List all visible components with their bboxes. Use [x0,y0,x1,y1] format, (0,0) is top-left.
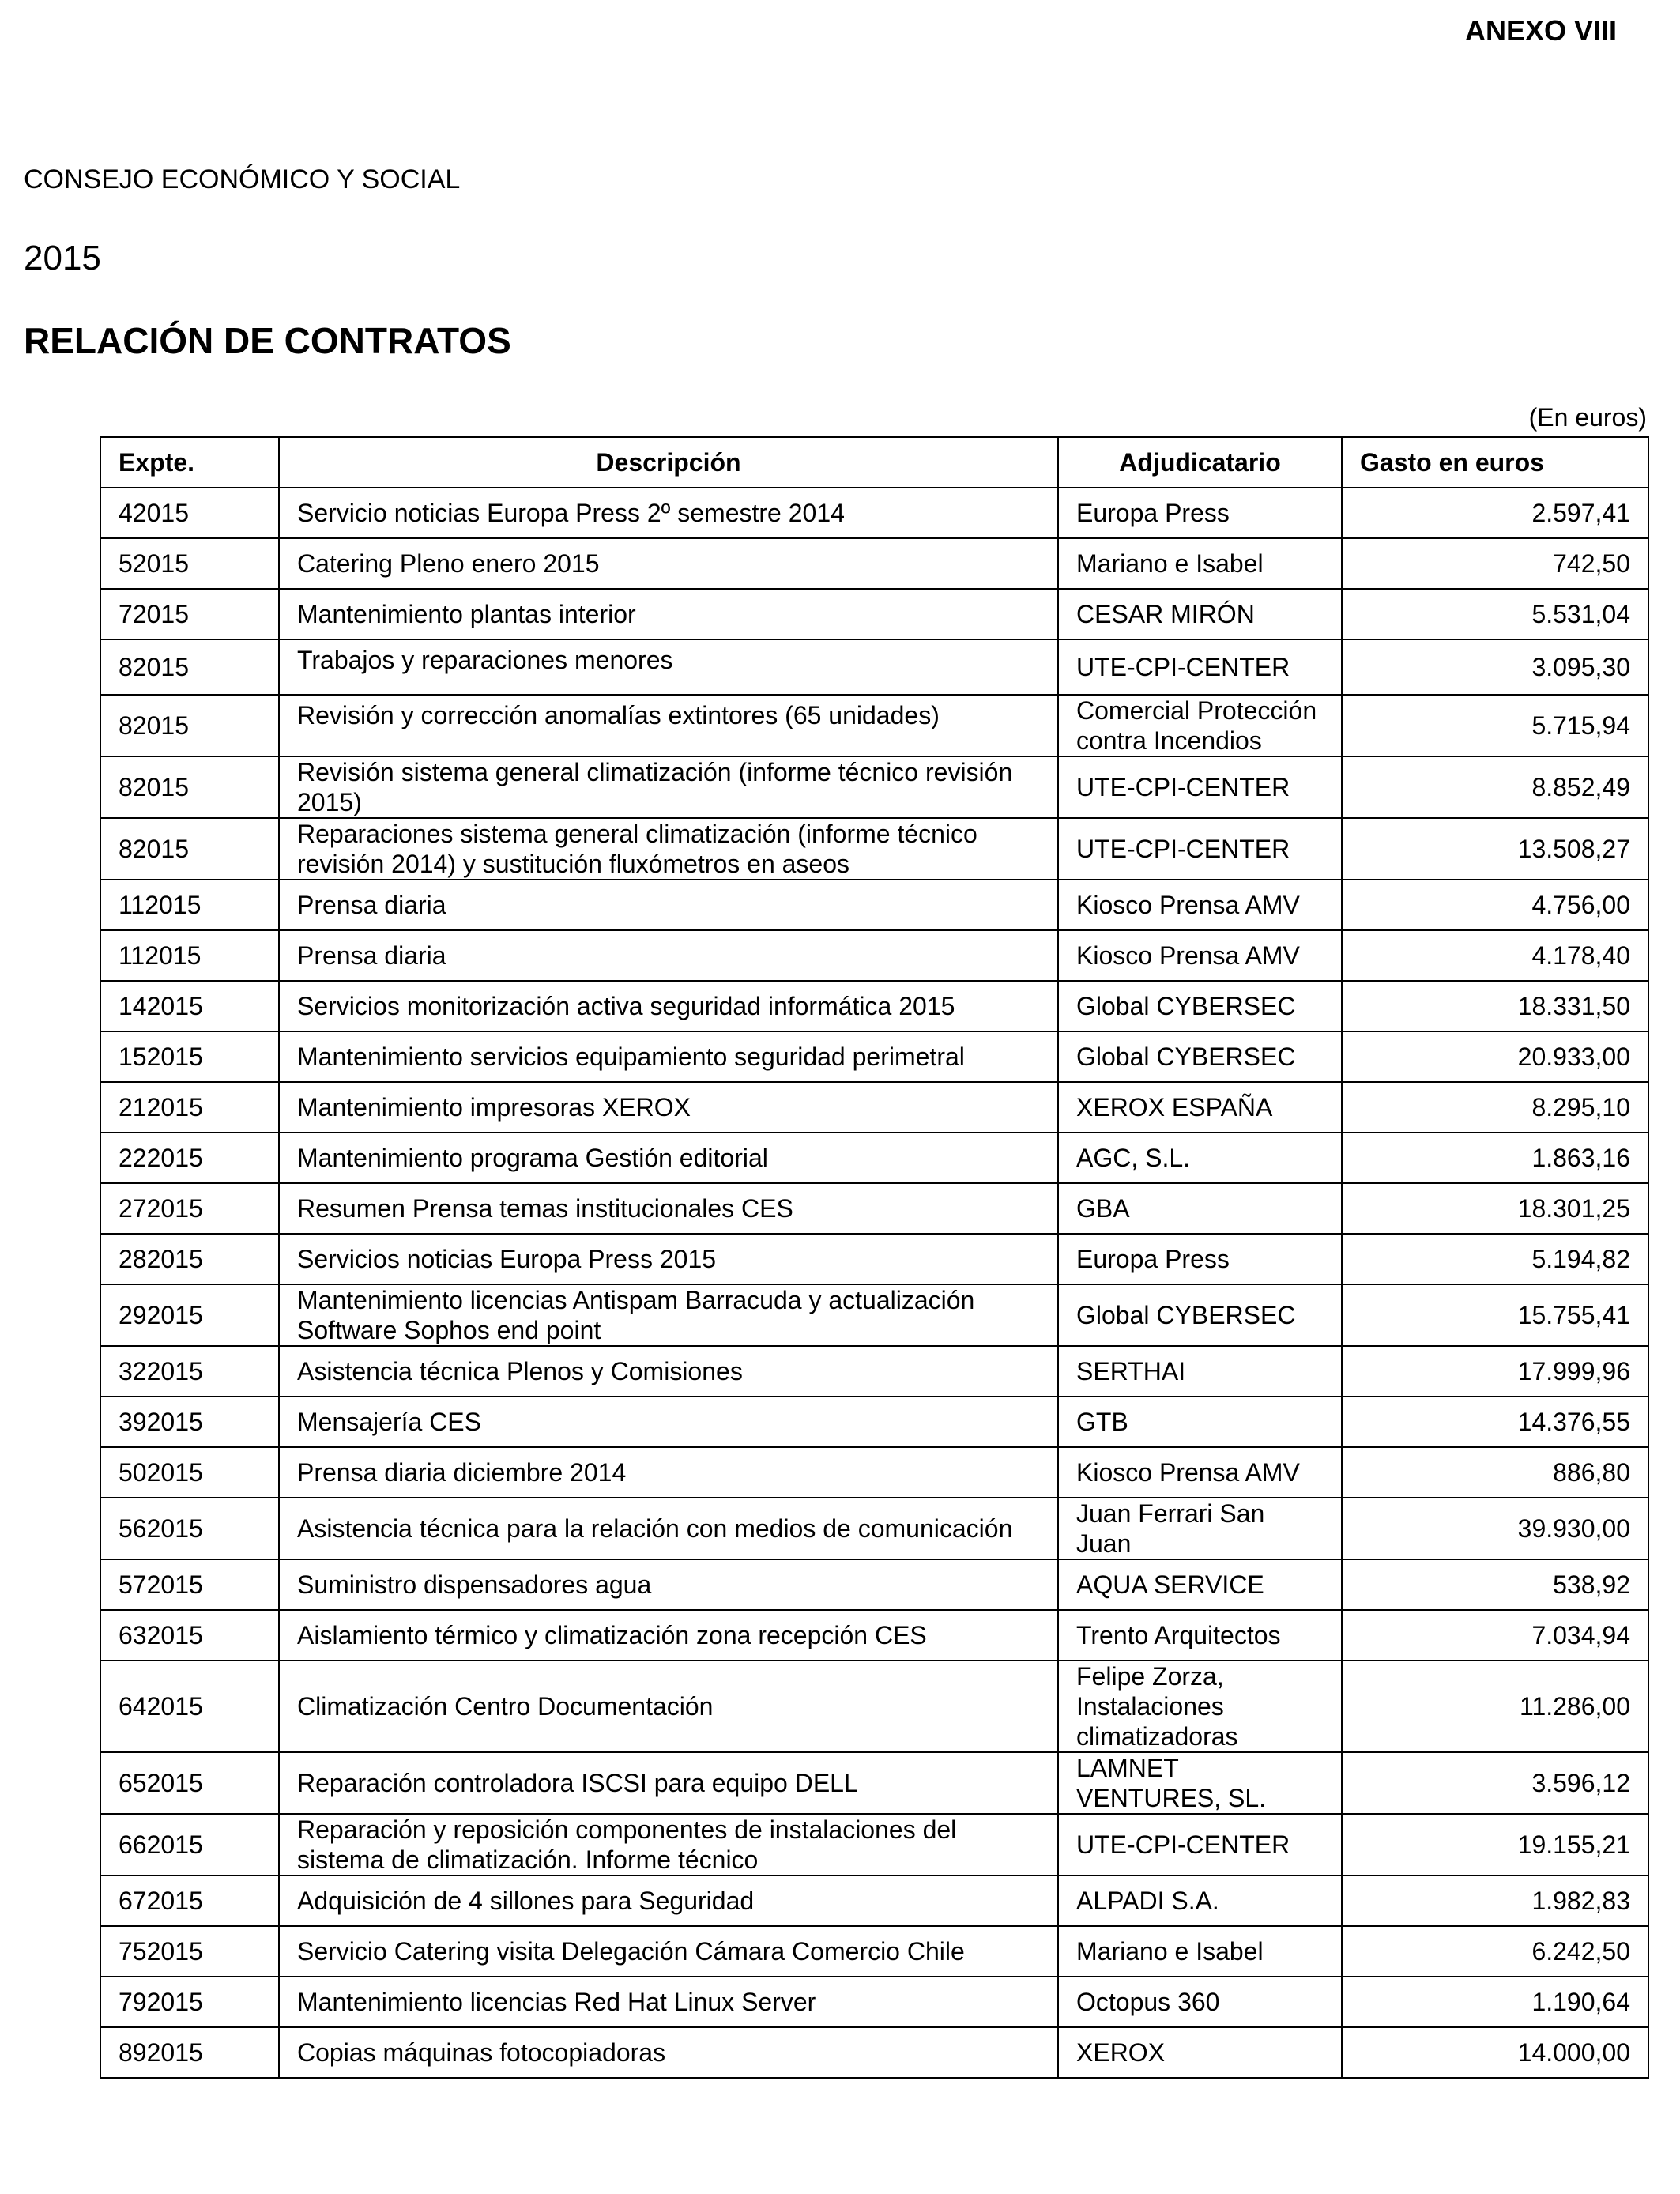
cell-adjudicatario: Trento Arquitectos [1058,1610,1342,1661]
document-title: RELACIÓN DE CONTRATOS [24,320,511,361]
cell-descripcion: Trabajos y reparaciones menores [279,639,1058,695]
table-row [100,538,1648,589]
cell-adjudicatario: Europa Press [1058,1234,1342,1284]
cell-descripcion: Prensa diaria [279,880,1058,930]
cell-adjudicatario: UTE-CPI-CENTER [1058,639,1342,695]
cell-expediente: 82015 [100,818,279,880]
table-row [100,1661,1648,1752]
cell-descripcion: Mantenimiento plantas interior [279,589,1058,639]
column-header-adjudicatario: Adjudicatario [1058,437,1342,488]
column-header-expediente: Expte. [100,437,279,488]
table-row [100,695,1648,756]
table-row [100,1133,1648,1183]
cell-gasto: 3.596,12 [1342,1752,1648,1814]
table-row [100,1610,1648,1661]
cell-adjudicatario: Kiosco Prensa AMV [1058,1447,1342,1498]
table-row [100,880,1648,930]
cell-gasto: 742,50 [1342,538,1648,589]
cell-expediente: 222015 [100,1133,279,1183]
cell-descripcion: Mensajería CES [279,1397,1058,1447]
cell-descripcion: Servicio Catering visita Delegación Cámara Comercio Chile [279,1926,1058,1977]
cell-descripcion: Revisión y corrección anomalías extintores (65 unidades) [279,695,1058,756]
table-row [100,1875,1648,1926]
cell-gasto: 8.852,49 [1342,756,1648,818]
cell-adjudicatario: AQUA SERVICE [1058,1559,1342,1610]
cell-adjudicatario: Felipe Zorza, Instalaciones climatizadoras [1058,1661,1342,1752]
cell-expediente: 572015 [100,1559,279,1610]
cell-expediente: 662015 [100,1814,279,1875]
table-row [100,1814,1648,1875]
cell-descripcion: Mantenimiento programa Gestión editorial [279,1133,1058,1183]
cell-expediente: 752015 [100,1926,279,1977]
cell-descripcion: Mantenimiento licencias Red Hat Linux Server [279,1977,1058,2027]
cell-descripcion: Prensa diaria diciembre 2014 [279,1447,1058,1498]
cell-gasto: 538,92 [1342,1559,1648,1610]
cell-expediente: 52015 [100,538,279,589]
cell-expediente: 322015 [100,1346,279,1397]
cell-gasto: 7.034,94 [1342,1610,1648,1661]
cell-gasto: 1.863,16 [1342,1133,1648,1183]
cell-adjudicatario: UTE-CPI-CENTER [1058,1814,1342,1875]
cell-adjudicatario: UTE-CPI-CENTER [1058,756,1342,818]
cell-expediente: 42015 [100,488,279,538]
cell-gasto: 6.242,50 [1342,1926,1648,1977]
cell-expediente: 292015 [100,1284,279,1346]
table-row [100,639,1648,695]
column-header-gasto: Gasto en euros [1342,437,1648,488]
cell-adjudicatario: Mariano e Isabel [1058,538,1342,589]
cell-expediente: 502015 [100,1447,279,1498]
table-row [100,1447,1648,1498]
cell-expediente: 112015 [100,880,279,930]
cell-adjudicatario: CESAR MIRÓN [1058,589,1342,639]
cell-adjudicatario: Comercial Protección contra Incendios [1058,695,1342,756]
column-header-descripcion: Descripción [279,437,1058,488]
cell-descripcion: Asistencia técnica para la relación con medios de comunicación [279,1498,1058,1559]
cell-adjudicatario: AGC, S.L. [1058,1133,1342,1183]
annex-label: ANEXO VIII [1464,14,1617,47]
table-row [100,1752,1648,1814]
cell-gasto: 18.301,25 [1342,1183,1648,1234]
cell-adjudicatario: Octopus 360 [1058,1977,1342,2027]
cell-expediente: 652015 [100,1752,279,1814]
cell-expediente: 152015 [100,1031,279,1082]
cell-descripcion: Prensa diaria [279,930,1058,981]
cell-descripcion: Servicios noticias Europa Press 2015 [279,1234,1058,1284]
table-row [100,589,1648,639]
table-row [100,1397,1648,1447]
cell-gasto: 17.999,96 [1342,1346,1648,1397]
cell-adjudicatario: SERTHAI [1058,1346,1342,1397]
cell-gasto: 4.756,00 [1342,880,1648,930]
cell-gasto: 5.531,04 [1342,589,1648,639]
cell-adjudicatario: LAMNET VENTURES, SL. [1058,1752,1342,1814]
cell-gasto: 11.286,00 [1342,1661,1648,1752]
cell-gasto: 19.155,21 [1342,1814,1648,1875]
cell-expediente: 642015 [100,1661,279,1752]
cell-adjudicatario: Juan Ferrari San Juan [1058,1498,1342,1559]
cell-expediente: 142015 [100,981,279,1031]
table-row [100,1082,1648,1133]
cell-gasto: 2.597,41 [1342,488,1648,538]
cell-expediente: 82015 [100,639,279,695]
table-row [100,930,1648,981]
document-year: 2015 [24,239,101,277]
cell-gasto: 15.755,41 [1342,1284,1648,1346]
cell-gasto: 39.930,00 [1342,1498,1648,1559]
cell-gasto: 1.190,64 [1342,1977,1648,2027]
cell-descripcion: Mantenimiento licencias Antispam Barracuda y actualización Software Sophos end point [279,1284,1058,1346]
cell-descripcion: Adquisición de 4 sillones para Seguridad [279,1875,1058,1926]
cell-gasto: 5.194,82 [1342,1234,1648,1284]
cell-descripcion: Resumen Prensa temas institucionales CES [279,1183,1058,1234]
cell-gasto: 3.095,30 [1342,639,1648,695]
cell-adjudicatario: Europa Press [1058,488,1342,538]
cell-expediente: 792015 [100,1977,279,2027]
cell-expediente: 892015 [100,2027,279,2078]
cell-gasto: 1.982,83 [1342,1875,1648,1926]
cell-descripcion: Mantenimiento impresoras XEROX [279,1082,1058,1133]
cell-gasto: 14.376,55 [1342,1397,1648,1447]
table-row [100,1284,1648,1346]
cell-expediente: 392015 [100,1397,279,1447]
cell-gasto: 13.508,27 [1342,818,1648,880]
cell-expediente: 82015 [100,695,279,756]
cell-expediente: 282015 [100,1234,279,1284]
cell-descripcion: Climatización Centro Documentación [279,1661,1058,1752]
cell-descripcion: Reparaciones sistema general climatización (informe técnico revisión 2014) y sustitución fluxómetros en aseos [279,818,1058,880]
cell-descripcion: Servicio noticias Europa Press 2º semestre 2014 [279,488,1058,538]
cell-adjudicatario: Global CYBERSEC [1058,1031,1342,1082]
organization-name: CONSEJO ECONÓMICO Y SOCIAL [24,164,461,194]
cell-gasto: 4.178,40 [1342,930,1648,981]
cell-expediente: 112015 [100,930,279,981]
cell-adjudicatario: GTB [1058,1397,1342,1447]
cell-adjudicatario: ALPADI S.A. [1058,1875,1342,1926]
table-header-row [100,437,1648,488]
cell-descripcion: Suministro dispensadores agua [279,1559,1058,1610]
table-row [100,981,1648,1031]
cell-gasto: 18.331,50 [1342,981,1648,1031]
currency-unit-note: (En euros) [1528,403,1647,432]
cell-expediente: 72015 [100,589,279,639]
cell-adjudicatario: XEROX ESPAÑA [1058,1082,1342,1133]
cell-expediente: 562015 [100,1498,279,1559]
cell-adjudicatario: UTE-CPI-CENTER [1058,818,1342,880]
cell-descripcion: Aislamiento térmico y climatización zona recepción CES [279,1610,1058,1661]
cell-descripcion: Catering Pleno enero 2015 [279,538,1058,589]
cell-expediente: 82015 [100,756,279,818]
cell-descripcion: Copias máquinas fotocopiadoras [279,2027,1058,2078]
table-row [100,1183,1648,1234]
cell-adjudicatario: GBA [1058,1183,1342,1234]
table-row [100,1346,1648,1397]
cell-expediente: 272015 [100,1183,279,1234]
cell-descripcion: Asistencia técnica Plenos y Comisiones [279,1346,1058,1397]
cell-adjudicatario: Kiosco Prensa AMV [1058,930,1342,981]
cell-descripcion: Mantenimiento servicios equipamiento seguridad perimetral [279,1031,1058,1082]
cell-gasto: 886,80 [1342,1447,1648,1498]
cell-gasto: 20.933,00 [1342,1031,1648,1082]
cell-adjudicatario: Kiosco Prensa AMV [1058,880,1342,930]
contracts-table [100,436,1649,2079]
table-row [100,756,1648,818]
table-row [100,1234,1648,1284]
table-row [100,1031,1648,1082]
cell-adjudicatario: Mariano e Isabel [1058,1926,1342,1977]
cell-expediente: 212015 [100,1082,279,1133]
table-row [100,488,1648,538]
cell-adjudicatario: XEROX [1058,2027,1342,2078]
table-row [100,818,1648,880]
table-row [100,1977,1648,2027]
table-row [100,1498,1648,1559]
cell-adjudicatario: Global CYBERSEC [1058,981,1342,1031]
cell-descripcion: Revisión sistema general climatización (informe técnico revisión 2015) [279,756,1058,818]
cell-descripcion: Reparación y reposición componentes de instalaciones del sistema de climatización. Informe técnico [279,1814,1058,1875]
cell-descripcion: Servicios monitorización activa seguridad informática 2015 [279,981,1058,1031]
cell-expediente: 632015 [100,1610,279,1661]
table-row [100,1559,1648,1610]
cell-descripcion: Reparación controladora ISCSI para equipo DELL [279,1752,1058,1814]
table-row [100,1926,1648,1977]
cell-gasto: 5.715,94 [1342,695,1648,756]
cell-expediente: 672015 [100,1875,279,1926]
cell-gasto: 8.295,10 [1342,1082,1648,1133]
table-row [100,2027,1648,2078]
cell-gasto: 14.000,00 [1342,2027,1648,2078]
cell-adjudicatario: Global CYBERSEC [1058,1284,1342,1346]
